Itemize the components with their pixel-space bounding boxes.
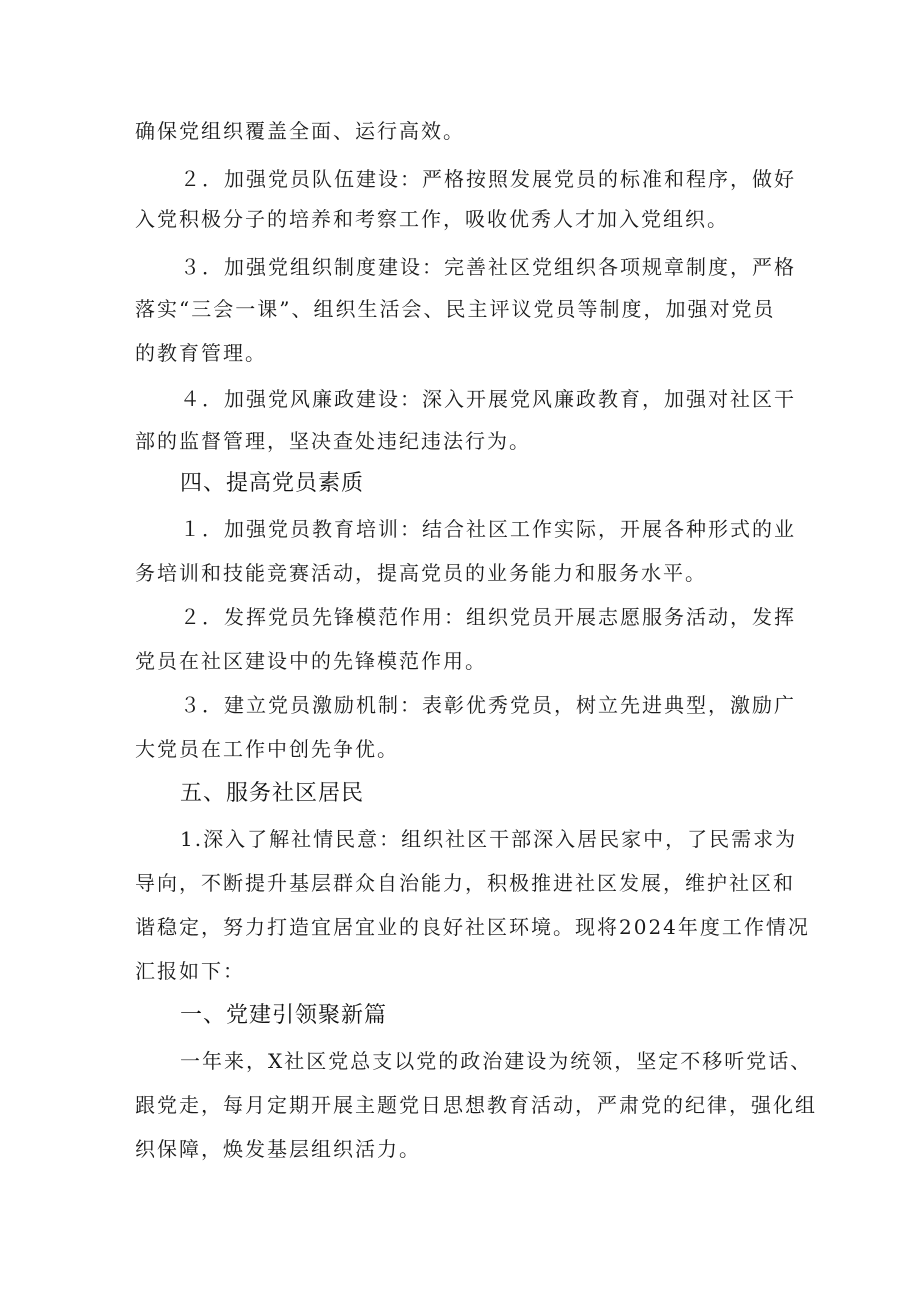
section-heading: 一、党建引领聚新篇 [180,1003,388,1028]
section-heading: 四、提高党员素质 [180,471,365,496]
paragraph-line: 入党积极分子的培养和考察工作，吸收优秀人才加入党组织。 [135,207,729,231]
paragraph-line: 1.深入了解社情民意：组织社区干部深入居民家中，了民需求为 [180,827,798,851]
paragraph-line: 谐稳定，努力打造宜居宜业的良好社区环境。现将2024年度工作情况 [135,915,810,939]
paragraph-line: 跟党走，每月定期开展主题党日思想教育活动，严肃党的纪律，强化组 [135,1093,817,1117]
paragraph-line: １．加强党员教育培训：结合社区工作实际，开展各种形式的业 [180,517,796,541]
paragraph-line: 汇报如下： [135,959,245,983]
paragraph-line: 织保障，焕发基层组织活力。 [135,1137,421,1161]
paragraph-line: 务培训和技能竞赛活动，提高党员的业务能力和服务水平。 [135,561,707,585]
paragraph-line: ４．加强党风廉政建设：深入开展党风廉政教育，加强对社区干 [180,387,796,411]
paragraph-line: ２．发挥党员先锋模范作用：组织党员开展志愿服务活动，发挥 [180,605,796,629]
paragraph-line: ２．加强党员队伍建设：严格按照发展党员的标准和程序，做好 [180,167,796,191]
paragraph-line: 大党员在工作中创先争优。 [135,737,399,761]
paragraph-line: 党员在社区建设中的先锋模范作用。 [135,649,487,673]
section-heading: 五、服务社区居民 [180,781,365,806]
paragraph-line: 导向，不断提升基层群众自治能力，积极推进社区发展，维护社区和 [135,871,795,895]
paragraph-line: ３．加强党组织制度建设：完善社区党组织各项规章制度，严格 [180,255,796,279]
paragraph-line: 落实“三会一课”、组织生活会、民主评议党员等制度，加强对党员 [135,297,776,321]
paragraph-line: 部的监督管理，坚决查处违纪违法行为。 [135,429,531,453]
paragraph-line: 的教育管理。 [135,341,267,365]
paragraph-line: 确保党组织覆盖全面、运行高效。 [135,119,465,143]
paragraph-line: ３．建立党员激励机制：表彰优秀党员，树立先进典型，激励广 [180,693,796,717]
paragraph-line: 一年来，X社区党总支以党的政治建设为统领，坚定不移听党话、 [180,1049,813,1073]
